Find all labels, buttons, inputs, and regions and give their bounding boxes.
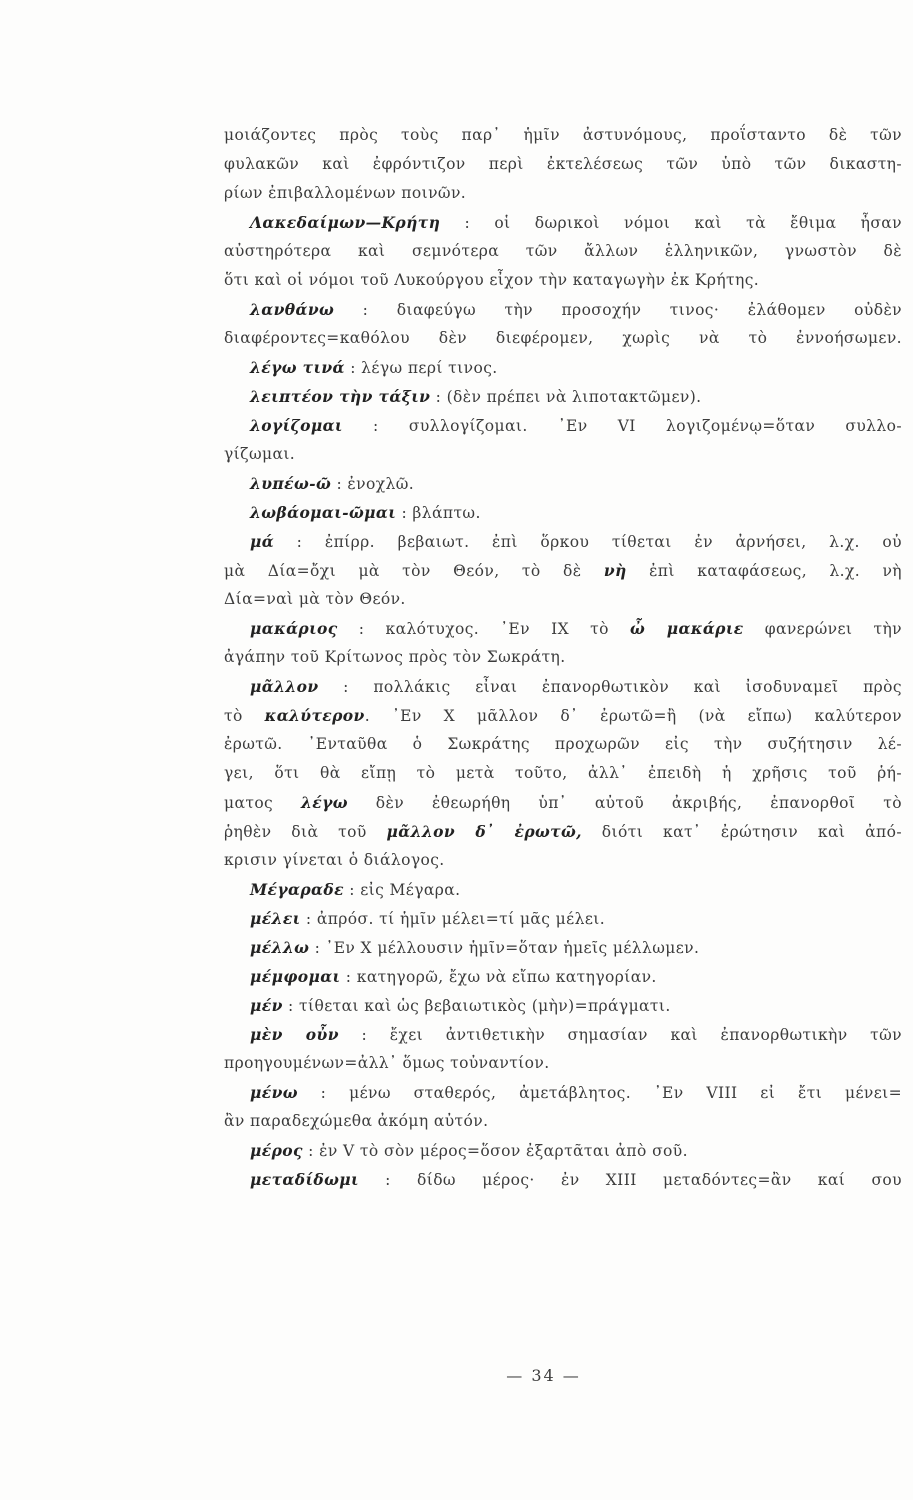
glossary-entry: [224, 962, 902, 991]
text-line: [224, 121, 902, 150]
glossary-entry: [224, 527, 902, 556]
glossary-entry: [224, 382, 902, 411]
glossary-entry: [224, 498, 902, 527]
headword: μὲν οὖν: [250, 1025, 339, 1044]
text-span: μοιάζοντες πρὸς τοὺς παρ᾽ ἡμῖν ἀστυνόμους, προΐσταντο δὲ τῶν: [224, 126, 902, 144]
definition: : οἱ δωρικοὶ νόμοι καὶ τὰ ἔθιμα ἦσαν: [440, 214, 902, 232]
glossary-entry: [224, 614, 902, 643]
headword: λανθάνω: [250, 300, 335, 319]
inline-keyword: καλύτερον: [264, 706, 365, 725]
glossary-entry: [224, 469, 902, 498]
text-line: [224, 556, 902, 585]
definition: : εἰς Μέγαρα.: [343, 881, 461, 899]
glossary-entry: [224, 1078, 902, 1107]
glossary-entry: [224, 1165, 902, 1194]
definition: : διαφεύγω τὴν προσοχήν τινος· ἐλάθομεν οὐδὲν: [334, 301, 902, 319]
definition: : (δὲν πρέπει νὰ λιποτακτῶμεν).: [430, 388, 702, 406]
text-span: τὸ: [224, 707, 265, 725]
text-span: ὅτι καὶ οἱ νόμοι τοῦ Λυκούργου εἶχον τὴν καταγωγὴν ἐκ Κρήτης.: [224, 271, 760, 289]
text-span: . ᾽Εν X μᾶλλον δ᾽ ἐρωτῶ=ἢ (νὰ εἴπω) καλύτερον: [364, 707, 902, 725]
glossary-entry: [224, 672, 902, 701]
text-span: κρισιν γίνεται ὁ διάλογος.: [224, 851, 445, 869]
headword: μένω: [250, 1083, 298, 1102]
headword: μᾶλλον: [250, 677, 319, 696]
text-span: διότι κατ᾽ ἐρώτησιν καὶ ἀπό-: [581, 823, 902, 841]
inline-keyword: νὴ: [603, 561, 627, 580]
definition: φανερώνει τὴν: [743, 620, 903, 638]
headword: μέλλω: [250, 938, 310, 957]
text-span: μὰ Δία=ὄχι μὰ τὸν Θεόν, τὸ δὲ: [224, 562, 604, 580]
definition: : ἔχει ἀντιθετικὴν σημασίαν καὶ ἐπανορθωτικὴν τῶν: [338, 1026, 902, 1044]
glossary-entry: [224, 875, 902, 904]
text-span: δὲν ἐθεωρήθη ὑπ᾽ αὐτοῦ ἀκριβής, ἐπανορθοῖ τὸ: [347, 794, 902, 812]
definition: : ἀπρόσ. τί ἡμῖν μέλει=τί μᾶς μέλει.: [300, 910, 606, 928]
text-line: [224, 1107, 902, 1136]
text-line: [224, 643, 902, 672]
definition: : πολλάκις εἶναι ἐπανορθωτικὸν καὶ ἰσοδυναμεῖ πρὸς: [318, 678, 902, 696]
inline-keyword: ὦ μακάριε: [630, 619, 744, 638]
inline-keyword: μᾶλλον δ᾽ ἐρωτῶ,: [386, 822, 582, 841]
headword: μέν: [250, 996, 283, 1015]
text-line: [224, 759, 902, 788]
definition: : ἐν V τὸ σὸν μέρος=ὅσον ἐξαρτᾶται ἀπὸ σοῦ.: [302, 1142, 688, 1160]
text-span: ἐπὶ καταφάσεως, λ.χ. νὴ: [626, 562, 902, 580]
text-line: [224, 585, 902, 614]
text-span: ματος: [224, 794, 302, 812]
glossary-text: [224, 121, 902, 1194]
headword: λωβάομαι-ῶμαι: [250, 503, 397, 522]
glossary-entry: [224, 904, 902, 933]
text-line: [224, 846, 902, 875]
headword: λυπέω-ῶ: [250, 474, 332, 493]
headword: Λακεδαίμων—Κρήτη: [250, 213, 441, 232]
definition: : ᾽Εν X μέλλουσιν ἡμῖν=ὅταν ἡμεῖς μέλλωμεν.: [309, 939, 700, 957]
text-line: [224, 324, 902, 353]
text-span: γει, ὅτι θὰ εἴπῃ τὸ μετὰ τοῦτο, ἀλλ᾽ ἐπειδὴ ἡ χρῆσις τοῦ ῥή-: [224, 764, 902, 782]
glossary-entry: [224, 295, 902, 324]
headword: λέγω τινά: [250, 358, 345, 377]
text-span: αὐστηρότερα καὶ σεμνότερα τῶν ἄλλων ἑλληνικῶν, γνωστὸν δὲ: [224, 242, 902, 260]
text-line: [224, 150, 902, 179]
definition: : συλλογίζομαι. ᾽Εν VI λογιζομένῳ=ὅταν συλλο-: [342, 417, 902, 435]
headword: λειπτέον τὴν τάξιν: [250, 387, 431, 406]
text-span: ῥηθὲν διὰ τοῦ: [224, 823, 387, 841]
definition: : μένω σταθερός, ἀμετάβλητος. ᾽Εν VIII εἰ ἔτι μένει=: [297, 1084, 902, 1102]
definition: : δίδω μέρος· ἐν XIII μεταδόντες=ἂν καί σου: [358, 1171, 902, 1189]
headword: μεταδίδωμι: [250, 1170, 359, 1189]
glossary-entry: [224, 991, 902, 1020]
definition: : λέγω περί τινος.: [344, 359, 498, 377]
definition: : τίθεται καὶ ὡς βεβαιωτικὸς (μὴν)=πράγματι.: [282, 997, 671, 1015]
text-line: [224, 237, 902, 266]
text-line: [224, 817, 902, 846]
glossary-entry: [224, 1020, 902, 1049]
text-span: Δία=ναὶ μὰ τὸν Θεόν.: [224, 590, 406, 608]
headword: μά: [250, 532, 275, 551]
inline-keyword: λέγω: [301, 793, 348, 812]
text-span: φυλακῶν καὶ ἐφρόντιζον περὶ ἐκτελέσεως τῶν ὑπὸ τῶν δικαστη-: [224, 155, 902, 173]
definition: : κατηγορῶ, ἔχω νὰ εἴπω κατηγορίαν.: [340, 968, 657, 986]
page-number: — 34 —: [506, 1366, 581, 1385]
glossary-entry: [224, 1136, 902, 1165]
text-span: προηγουμένων=ἀλλ᾽ ὅμως τοὐναντίον.: [224, 1054, 550, 1072]
glossary-entry: [224, 933, 902, 962]
text-line: [224, 788, 902, 817]
definition: : βλάπτω.: [396, 504, 481, 522]
text-span: διαφέροντες=καθόλου δὲν διεφέρομεν, χωρὶς νὰ τὸ ἐννοήσωμεν.: [224, 329, 902, 347]
headword: μέμφομαι: [250, 967, 341, 986]
text-span: ἀγάπην τοῦ Κρίτωνος πρὸς τὸν Σωκράτη.: [224, 648, 566, 666]
text-span: ἂν παραδεχώμεθα ἀκόμη αὐτόν.: [224, 1112, 489, 1130]
text-line: [224, 266, 902, 295]
glossary-entry: [224, 353, 902, 382]
definition: : καλότυχος. ᾽Εν IX τὸ: [337, 620, 630, 638]
text-line: [224, 730, 902, 759]
headword: λογίζομαι: [250, 416, 343, 435]
text-line: [224, 1049, 902, 1078]
text-span: ἐρωτῶ. ᾽Ενταῦθα ὁ Σωκράτης προχωρῶν εἰς τὴν συζήτησιν λέ-: [224, 735, 902, 753]
glossary-entry: [224, 208, 902, 237]
text-line: [224, 701, 902, 730]
text-span: ρίων ἐπιβαλλομένων ποινῶν.: [224, 184, 467, 202]
definition: : ἐπίρρ. βεβαιωτ. ἐπὶ ὅρκου τίθεται ἐν ἀρνήσει, λ.χ. οὐ: [274, 533, 902, 551]
headword: Μέγαραδε: [250, 880, 344, 899]
headword: μακάριος: [250, 619, 338, 638]
text-line: [224, 179, 902, 208]
text-span: γίζωμαι.: [224, 445, 296, 463]
definition: : ἐνοχλῶ.: [331, 475, 415, 493]
headword: μέλει: [250, 909, 301, 928]
text-line: [224, 440, 902, 469]
headword: μέρος: [250, 1141, 303, 1160]
glossary-entry: [224, 411, 902, 440]
